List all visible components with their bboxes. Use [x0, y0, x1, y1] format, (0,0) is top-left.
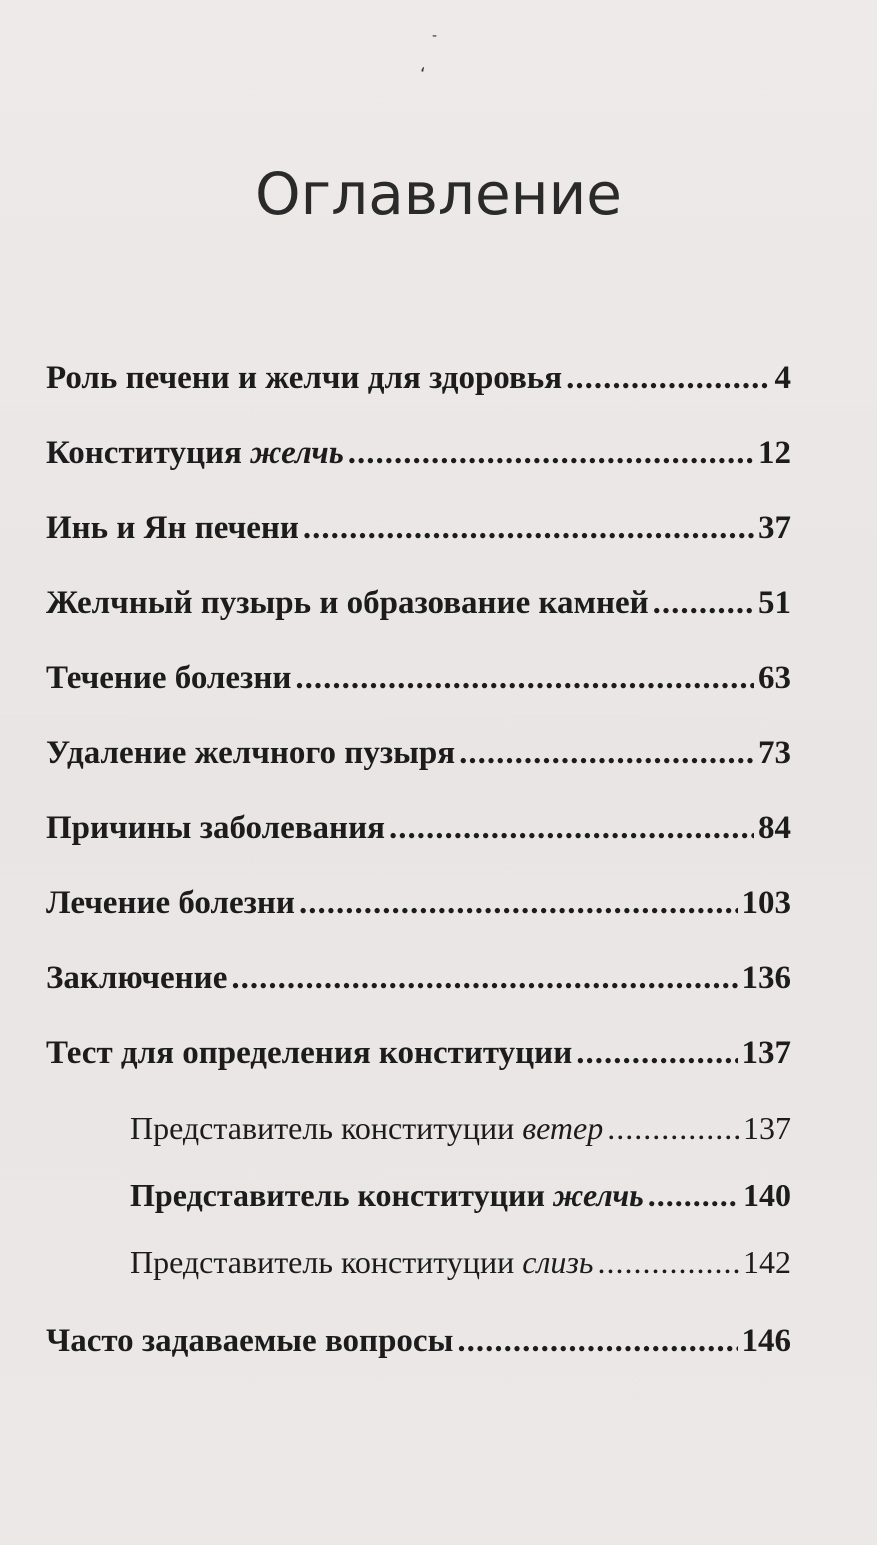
toc-entry-page: 103 — [741, 885, 791, 921]
stray-mark-decoration: ʻ — [420, 64, 426, 85]
stray-mark-decoration: ‐ — [432, 28, 438, 44]
toc-entry-title: Представитель конституции слизь — [130, 1244, 594, 1280]
toc-entry[interactable] — [46, 360, 791, 435]
toc-subentry[interactable] — [46, 1244, 791, 1323]
toc-entry[interactable] — [46, 810, 791, 885]
toc-entry-page: 146 — [741, 1323, 791, 1359]
dot-leader — [231, 960, 737, 997]
toc-entry-page: 37 — [758, 510, 791, 546]
dot-leader — [607, 1110, 739, 1147]
toc-entry-title: Удаление желчного пузыря — [46, 735, 456, 771]
dot-leader — [348, 435, 754, 472]
toc-entry-title: Часто задаваемые вопросы — [46, 1323, 454, 1359]
dot-leader — [457, 1323, 737, 1360]
toc-entry[interactable] — [46, 735, 791, 810]
toc-entry-title: Роль печени и желчи для здоровья — [46, 360, 563, 396]
toc-entry-title: Лечение болезни — [46, 885, 295, 921]
dot-leader — [459, 735, 754, 772]
toc-entry-title: Представитель конституции желчь — [130, 1177, 644, 1213]
dot-leader — [566, 360, 770, 397]
toc-entry-page: 73 — [758, 735, 791, 771]
toc-entry-page: 12 — [758, 435, 791, 471]
toc-entry-title: Тест для определения конституции — [46, 1035, 573, 1071]
dot-leader — [597, 1244, 739, 1281]
toc-entry-title: Инь и Ян печени — [46, 510, 299, 546]
toc-entry-page: 51 — [758, 585, 791, 621]
toc-entry[interactable] — [46, 1035, 791, 1110]
toc-entry-title: Желчный пузырь и образование камней — [46, 585, 649, 621]
toc-entry[interactable] — [46, 1323, 791, 1398]
toc-entry-page: 84 — [758, 810, 791, 846]
page-title: Оглавление — [255, 160, 622, 228]
dot-leader — [303, 510, 754, 547]
toc-entry-title: Причины заболевания — [46, 810, 385, 846]
toc-entry[interactable] — [46, 510, 791, 585]
toc-entry-page: 137 — [743, 1110, 791, 1146]
toc-entry[interactable] — [46, 585, 791, 660]
toc-entry-page: 140 — [743, 1177, 791, 1213]
toc-entry-page: 142 — [743, 1244, 791, 1280]
toc-entry-title: Представитель конституции ветер — [130, 1110, 604, 1146]
dot-leader — [648, 1177, 739, 1214]
dot-leader — [653, 585, 754, 622]
table-of-contents — [46, 360, 791, 1398]
toc-entry-title: Заключение — [46, 960, 228, 996]
dot-leader — [295, 660, 754, 697]
toc-entry-page: 136 — [741, 960, 791, 996]
toc-subentry[interactable] — [46, 1110, 791, 1177]
toc-entry-title: Конституция желчь — [46, 435, 344, 471]
toc-entry-page: 137 — [741, 1035, 791, 1071]
toc-entry-page: 63 — [758, 660, 791, 696]
toc-entry-page: 4 — [774, 360, 791, 396]
toc-subentry[interactable] — [46, 1177, 791, 1244]
dot-leader — [576, 1035, 737, 1072]
dot-leader — [299, 885, 738, 922]
toc-entry[interactable] — [46, 435, 791, 510]
dot-leader — [389, 810, 754, 847]
toc-entry[interactable] — [46, 960, 791, 1035]
toc-entry[interactable] — [46, 885, 791, 960]
toc-entry[interactable] — [46, 660, 791, 735]
toc-entry-title: Течение болезни — [46, 660, 292, 696]
